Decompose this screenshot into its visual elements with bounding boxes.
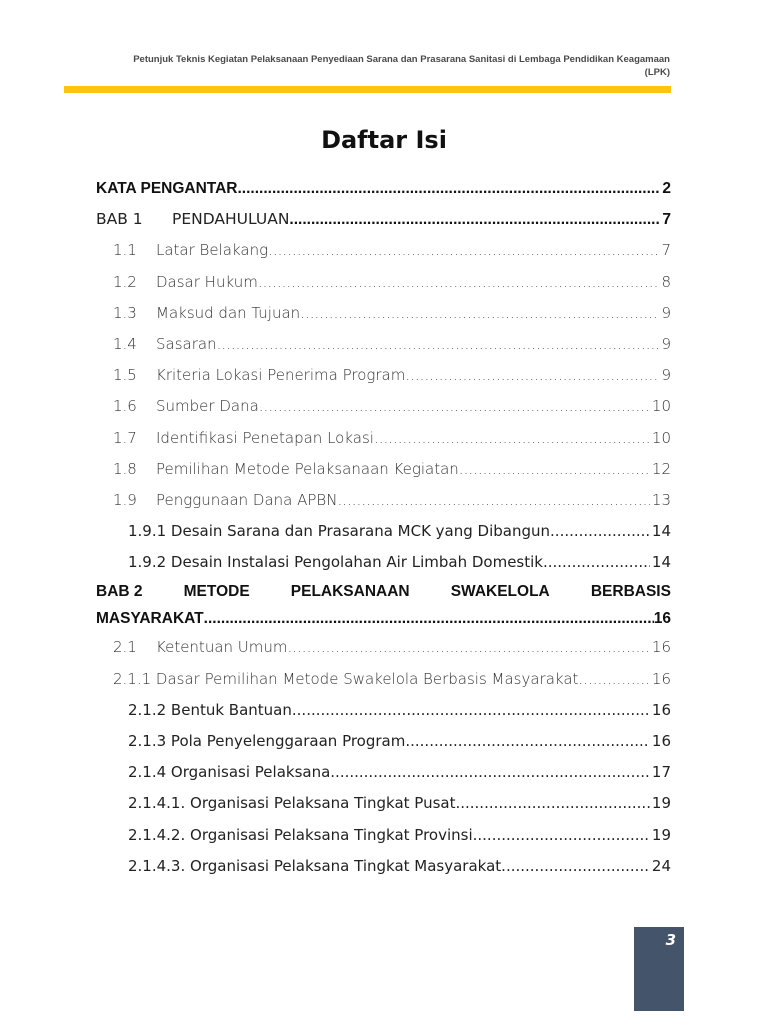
toc-entry-page: 19	[651, 794, 671, 813]
toc-leader	[374, 423, 650, 454]
toc-entry[interactable]	[96, 632, 671, 663]
toc-entry-bab2[interactable]	[96, 578, 671, 632]
toc-word: SWAKELOLA	[450, 583, 550, 601]
toc-entry-label: MASYARAKAT	[96, 610, 204, 628]
toc-word: PELAKSANAAN	[290, 583, 410, 601]
toc-entry-label: 2.1.4 Organisasi Pelaksana	[128, 763, 331, 782]
header-rule	[64, 86, 671, 93]
toc-entry-page: 19	[651, 825, 671, 844]
toc-entry-label: Dasar Hukum	[156, 272, 258, 291]
page-number-box	[634, 927, 684, 1011]
toc-entry-label: Identifikasi Penetapan Lokasi	[156, 428, 374, 447]
toc-entry[interactable]	[96, 788, 671, 819]
toc-entry-number: 1.5	[113, 366, 137, 385]
toc-entry-page: 16	[651, 638, 671, 657]
running-header-line1: Petunjuk Teknis Kegiatan Pelaksanaan Penyediaan Sarana dan Prasarana Sanitasi di Lembaga Pendidikan Keagamaan	[133, 54, 670, 65]
toc-entry-label: Kriteria Lokasi Penerima Program	[156, 366, 406, 385]
toc-entry-label: Sasaran	[156, 334, 217, 353]
toc-entry[interactable]	[96, 851, 671, 882]
toc-leader	[455, 788, 649, 819]
toc-entry-page: 17	[651, 763, 671, 782]
toc-leader	[288, 632, 650, 663]
toc-entry-number: BAB 1	[96, 210, 143, 229]
toc-word: BERBASIS	[590, 583, 671, 601]
running-header-line2: (LPK)	[644, 67, 670, 78]
toc-entry-page: 16	[651, 732, 671, 750]
toc-entry[interactable]	[96, 757, 671, 788]
toc-entry-page: 10	[651, 397, 671, 416]
toc-entry-number: 1.4	[113, 334, 137, 353]
toc-leader	[289, 204, 660, 235]
toc-word: METODE	[183, 583, 250, 601]
page-title: Daftar Isi	[321, 126, 447, 154]
toc-entry-page: 10	[651, 428, 671, 447]
toc-entry[interactable]	[96, 820, 671, 851]
toc-entry-label: 2.1.2 Bentuk Bantuan	[128, 700, 292, 719]
toc-word: BAB 2	[96, 583, 143, 601]
toc-entry-page: 9	[661, 366, 671, 385]
toc-entry-page: 9	[661, 303, 671, 322]
toc-entry-page: 7	[662, 211, 671, 229]
toc-entry[interactable]	[96, 391, 671, 422]
toc-entry-number: 1.9	[113, 490, 137, 509]
toc-entry[interactable]	[96, 485, 671, 516]
toc-leader	[238, 173, 661, 204]
toc-entry[interactable]	[96, 516, 671, 547]
toc-leader	[300, 298, 659, 329]
toc-leader	[473, 820, 650, 851]
toc-leader	[501, 851, 650, 882]
toc-entry-number: 1.1	[113, 241, 137, 260]
toc-entry[interactable]	[96, 235, 671, 266]
toc-entry-number: 1.8	[113, 459, 137, 478]
toc-leader	[337, 485, 649, 516]
toc-entry-page: 7	[661, 241, 671, 260]
toc-leader	[578, 664, 650, 695]
toc-leader	[292, 695, 650, 726]
toc-entry-label: Ketentuan Umum	[156, 638, 288, 657]
toc-leader	[405, 360, 659, 391]
toc-entry-label: 2.1.1 Dasar Pemilihan Metode Swakelola Berbasis Masyarakat	[113, 669, 579, 688]
toc-entry-bab1[interactable]	[96, 204, 671, 235]
toc-entry-page: 9	[661, 334, 671, 353]
toc-entry-page: 24	[651, 856, 671, 875]
toc-entry[interactable]	[96, 329, 671, 360]
toc-leader	[259, 391, 650, 422]
toc-entry-number: 1.3	[113, 303, 137, 322]
toc-entry-label: 2.1.4.1. Organisasi Pelaksana Tingkat Pusat	[128, 794, 456, 813]
toc-entry-label: 1.9.2 Desain Instalasi Pengolahan Air Limbah Domestik	[128, 553, 543, 572]
toc-entry-number: 1.2	[113, 272, 137, 291]
toc-leader	[459, 454, 650, 485]
page-number: 3	[665, 931, 676, 949]
toc-leader	[550, 516, 650, 547]
toc-entry-page: 2	[662, 180, 671, 197]
toc-leader	[268, 235, 659, 266]
toc-leader	[258, 267, 660, 298]
toc-entry[interactable]	[96, 726, 671, 757]
toc-entry-bab2-line2	[96, 605, 671, 632]
toc-entry-label: Latar Belakang	[156, 241, 269, 260]
toc-entry-page: 16	[651, 669, 671, 688]
toc-entry[interactable]	[96, 298, 671, 329]
toc-entry-number: 2.1	[113, 638, 137, 657]
toc-entry-page: 13	[651, 490, 671, 509]
toc-entry-label: 1.9.1 Desain Sarana dan Prasarana MCK yang Dibangun	[128, 522, 551, 541]
toc-entry-number: 1.6	[113, 397, 137, 416]
toc-leader	[543, 547, 650, 578]
toc-leader	[217, 329, 660, 360]
table-of-contents	[96, 173, 671, 882]
toc-entry-page: 8	[661, 272, 671, 291]
toc-leader	[405, 726, 650, 757]
toc-leader	[204, 605, 654, 632]
toc-entry-label: Penggunaan Dana APBN	[156, 490, 338, 509]
toc-entry-label: 2.1.4.2. Organisasi Pelaksana Tingkat Provinsi	[128, 825, 473, 844]
toc-entry[interactable]	[96, 695, 671, 726]
running-header	[96, 53, 670, 79]
toc-entry-page: 14	[651, 522, 671, 541]
toc-entry-label: 2.1.3 Pola Penyelenggaraan Program	[128, 732, 406, 750]
toc-entry-label: Maksud dan Tujuan	[156, 303, 301, 322]
toc-entry-label: PENDAHULUAN	[172, 210, 290, 229]
toc-entry-page: 12	[651, 459, 671, 478]
toc-entry[interactable]	[96, 267, 671, 298]
toc-entry[interactable]	[96, 360, 671, 391]
toc-entry-page: 14	[651, 553, 671, 572]
toc-entry-label: KATA PENGANTAR	[96, 180, 238, 197]
toc-entry-label: 2.1.4.3. Organisasi Pelaksana Tingkat Masyarakat	[128, 856, 502, 875]
toc-entry-page: 16	[651, 700, 671, 719]
toc-entry[interactable]	[96, 547, 671, 578]
toc-entry-kata-pengantar[interactable]	[96, 173, 671, 204]
toc-entry-label: Pemilihan Metode Pelaksanaan Kegiatan	[156, 459, 459, 478]
toc-entry-label: Sumber Dana	[156, 397, 259, 416]
toc-entry[interactable]	[96, 454, 671, 485]
toc-entry-bab2-line1	[96, 578, 671, 605]
toc-entry-number: 1.7	[113, 428, 137, 447]
toc-entry-page: 16	[653, 610, 671, 628]
toc-entry-2-1-1[interactable]	[96, 664, 671, 695]
toc-leader	[330, 757, 650, 788]
toc-entry[interactable]	[96, 423, 671, 454]
